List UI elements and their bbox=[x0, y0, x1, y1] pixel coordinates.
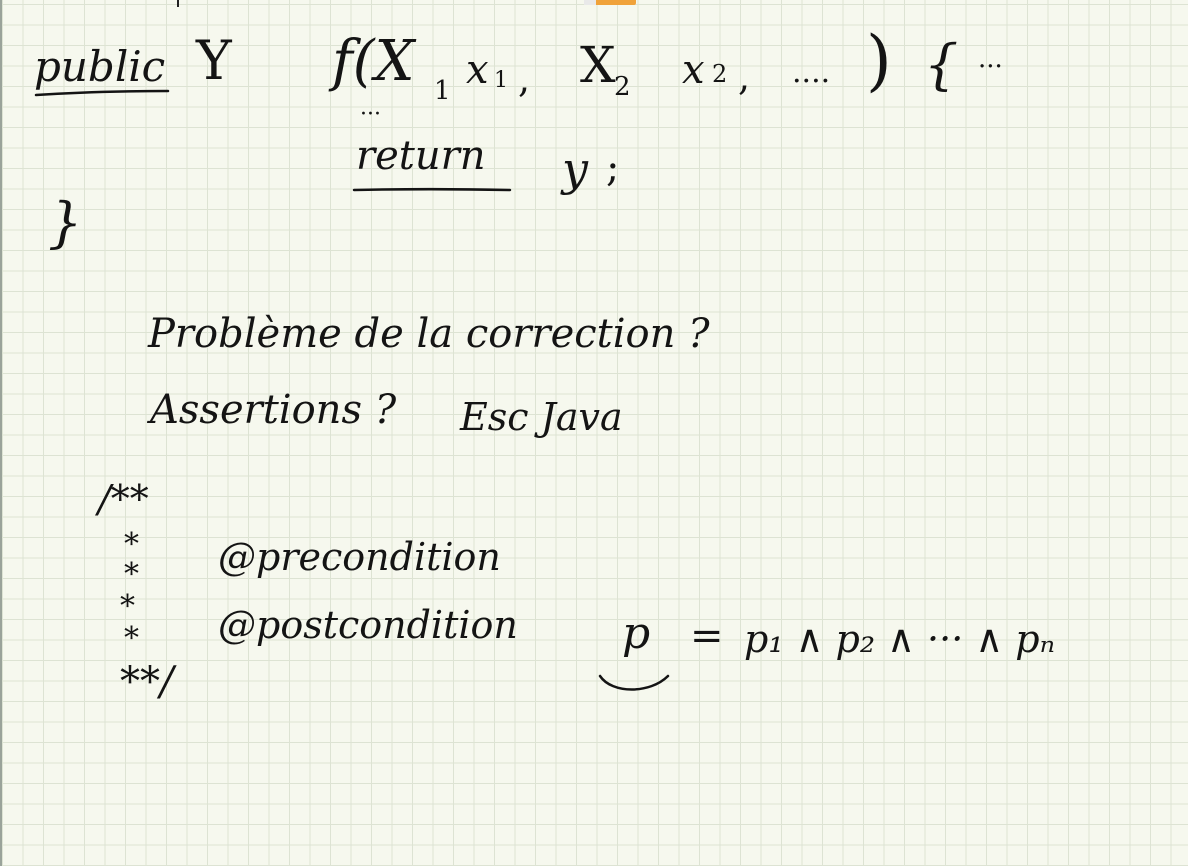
param1-type-subscript: 1 bbox=[434, 76, 451, 106]
note-correction-problem: Problème de la correction ? bbox=[148, 311, 710, 357]
page-top-marker-left bbox=[584, 0, 596, 5]
ink-tick-mark bbox=[177, 0, 179, 7]
close-paren: ) bbox=[866, 22, 892, 99]
param-separator-2: , bbox=[738, 55, 751, 99]
return-type: Y bbox=[196, 29, 232, 92]
formula-equals: = bbox=[690, 613, 724, 659]
return-value: y bbox=[562, 142, 588, 196]
formula-underbrace bbox=[600, 676, 668, 690]
javadoc-star-4: * bbox=[124, 621, 139, 656]
javadoc-star-1: * bbox=[124, 527, 139, 562]
annotation-precondition: @precondition bbox=[218, 535, 501, 579]
javadoc-star-3: * bbox=[120, 589, 135, 624]
javadoc-open: /** bbox=[98, 477, 149, 521]
return-semicolon: ; bbox=[606, 145, 620, 191]
param2-type-subscript: 2 bbox=[614, 72, 631, 102]
public-keyword: public bbox=[34, 42, 166, 91]
brace-dots: ··· bbox=[978, 52, 1003, 82]
public-underline bbox=[36, 91, 168, 95]
formula-lhs: p bbox=[622, 608, 651, 659]
return-keyword: return bbox=[356, 133, 486, 179]
param1-name-subscript: 1 bbox=[494, 68, 508, 93]
function-signature: f(X bbox=[332, 29, 415, 94]
param-separator-1: , bbox=[518, 57, 531, 101]
note-esc-java: Esc Java bbox=[460, 395, 623, 439]
param1-name: x bbox=[466, 47, 489, 93]
param2-type: X bbox=[580, 36, 616, 94]
return-underline bbox=[354, 189, 510, 190]
annotation-postcondition: @postcondition bbox=[218, 603, 518, 647]
param2-name-subscript: 2 bbox=[712, 60, 728, 88]
javadoc-close: **/ bbox=[120, 659, 174, 705]
param-ellipsis: .... bbox=[792, 55, 831, 90]
javadoc-star-2: * bbox=[124, 557, 139, 592]
param2-name: x bbox=[682, 47, 705, 93]
body-dots: ··· bbox=[360, 102, 381, 127]
formula-rhs: p₁ ∧ p₂ ∧ ··· ∧ pₙ bbox=[744, 617, 1055, 661]
close-brace: } bbox=[48, 191, 83, 254]
open-brace: { bbox=[924, 33, 959, 96]
page-left-edge bbox=[0, 0, 2, 866]
note-assertions: Assertions ? bbox=[150, 387, 397, 433]
